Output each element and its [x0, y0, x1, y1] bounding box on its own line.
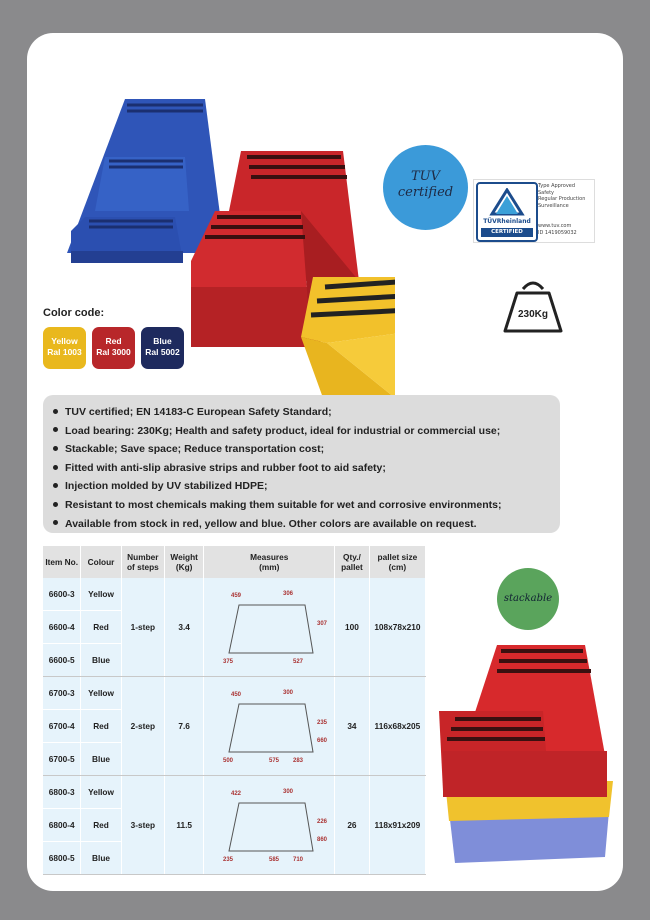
cell-colour [81, 710, 121, 743]
cert-line: Regular Production [538, 196, 586, 202]
feature-item [53, 403, 560, 422]
feature-text: TUV certified; EN 14183-C European Safety Standard; [65, 406, 332, 418]
cell-pallet-value: 116x68x205 [374, 721, 421, 731]
cell-weight [165, 677, 204, 776]
feature-text: Injection molded by UV stabilized HDPE; [65, 480, 268, 493]
header-measures-line2: (mm) [259, 562, 280, 572]
bullet-icon [53, 520, 58, 525]
cell-pallet-value: 118x91x209 [374, 820, 421, 830]
cell-colour [81, 644, 121, 677]
cell-colour [81, 611, 121, 644]
cell-pallet [369, 776, 425, 875]
cert-id: ID 1419059032 [538, 229, 577, 236]
dimension-label: 660 [317, 738, 328, 744]
cell-measures-drawing [204, 776, 335, 875]
cell-colour [81, 776, 121, 809]
header-steps-line2: of steps [126, 562, 159, 572]
feature-item [53, 440, 560, 459]
color-code-label: Color code: [43, 307, 105, 319]
cell-weight-value: 3.4 [178, 622, 190, 632]
cell-colour-value: Blue [92, 655, 111, 665]
swatch-red [92, 327, 135, 369]
cell-item [43, 809, 81, 842]
dimension-label: 283 [293, 758, 304, 764]
swatch-code: Ral 1003 [47, 347, 82, 357]
measure-diagram [209, 781, 329, 867]
cert-line: Surveillance [538, 202, 569, 209]
bullet-icon [53, 446, 58, 451]
swatch-code: Ral 5002 [145, 347, 180, 357]
header-qty-line1: Qty./ [343, 552, 361, 562]
header-measures-line1: Measures [250, 552, 289, 562]
header-item [43, 546, 81, 578]
spec-table [43, 546, 426, 875]
stackable-badge [497, 568, 559, 630]
table-row [43, 776, 426, 809]
dimension-label: 527 [293, 659, 304, 665]
measure-diagram [209, 682, 329, 768]
header-colour [81, 546, 121, 578]
dimension-label: 226 [317, 819, 328, 825]
cell-qty [335, 776, 370, 875]
cell-colour-value: Blue [92, 853, 111, 863]
cert-brand: TÜVRheinland [483, 218, 531, 225]
features-box [43, 395, 560, 533]
feature-item [53, 422, 560, 441]
feature-text: Stackable; Save space; Reduce transportation cost; [65, 443, 325, 456]
feature-item [53, 496, 560, 515]
dimension-label: 300 [283, 789, 294, 795]
cell-item-value: 6600-4 [48, 622, 75, 632]
tuv-rheinland-certificate-logo [473, 179, 595, 243]
cell-item [43, 776, 81, 809]
header-colour-label: Colour [87, 557, 115, 567]
cell-item [43, 743, 81, 776]
dimension-label: 235 [317, 720, 328, 726]
cell-qty-value: 26 [347, 820, 357, 830]
dimension-label: 235 [223, 857, 234, 863]
cell-pallet [369, 578, 425, 677]
cell-steps-value: 1-step [130, 622, 156, 632]
cell-item [43, 611, 81, 644]
dimension-label: 575 [269, 758, 280, 764]
swatch-blue [141, 327, 184, 369]
swatch-name: Blue [153, 336, 172, 346]
cell-item-value: 6800-3 [48, 787, 75, 797]
kettlebell-weight-icon [501, 275, 565, 339]
cell-weight [165, 578, 204, 677]
header-steps [121, 546, 164, 578]
cell-pallet-value: 108x78x210 [374, 622, 421, 632]
tuv-badge-line2: certified [397, 185, 454, 200]
cell-item [43, 677, 81, 710]
header-weight-line1: Weight [170, 552, 198, 562]
cert-text [538, 183, 585, 236]
dimension-label: 500 [223, 758, 234, 764]
cert-line: Safety [538, 189, 554, 196]
cell-item-value: 6600-5 [48, 655, 75, 665]
cell-colour-value: Blue [92, 754, 111, 764]
header-weight [165, 546, 204, 578]
cell-item-value: 6700-5 [48, 754, 75, 764]
feature-text: Resistant to most chemicals making them suitable for wet and corrosive environments; [65, 498, 502, 511]
cell-colour [81, 743, 121, 776]
cell-steps [121, 578, 164, 677]
cell-qty [335, 578, 370, 677]
tuv-badge-line1: TUV [410, 169, 440, 184]
swatch-name: Red [105, 336, 122, 346]
feature-item [53, 515, 560, 534]
cell-steps-value: 3-step [130, 820, 156, 830]
table-header-row [43, 546, 426, 578]
cell-colour-value: Yellow [88, 688, 114, 698]
cell-item-value: 6700-4 [48, 721, 75, 731]
header-steps-line1: Number [127, 552, 159, 562]
tuv-certified-badge [383, 145, 468, 230]
feature-item [53, 477, 560, 496]
bullet-icon [53, 502, 58, 507]
dimension-label: 459 [231, 593, 242, 599]
dimension-label: 375 [223, 659, 234, 665]
stacked-stools-photo [439, 641, 621, 865]
cell-qty-value: 34 [347, 721, 357, 731]
cell-weight [165, 776, 204, 875]
cell-colour-value: Red [93, 622, 109, 632]
header-qty [335, 546, 370, 578]
cell-item-value: 6700-3 [48, 688, 75, 698]
cell-colour [81, 677, 121, 710]
dimension-label: 860 [317, 837, 328, 843]
cell-qty [335, 677, 370, 776]
cert-line: Type Approved [538, 183, 576, 189]
cert-url: www.tuv.com [538, 223, 572, 229]
cell-colour-value: Yellow [88, 787, 114, 797]
brochure-page [27, 33, 623, 891]
cell-item-value: 6800-5 [48, 853, 75, 863]
cert-certified-label: CERTIFIED [481, 228, 533, 237]
header-item-label: Item No. [45, 557, 79, 567]
weight-badge-label: 230Kg [517, 309, 548, 320]
tuv-rheinland-logo [476, 182, 538, 242]
header-weight-line2: (Kg) [175, 562, 193, 572]
cell-colour-value: Red [93, 721, 109, 731]
dimension-label: 585 [269, 857, 280, 863]
feature-item [53, 459, 560, 478]
feature-text: Load bearing: 230Kg; Health and safety product, ideal for industrial or commercial use; [65, 424, 501, 437]
cell-weight-value: 11.5 [176, 820, 193, 830]
cell-steps [121, 677, 164, 776]
dimension-label: 306 [283, 591, 294, 597]
header-pallet-line1: pallet size [377, 552, 418, 562]
bullet-icon [53, 465, 58, 470]
header-pallet-line2: (cm) [388, 562, 407, 572]
dimension-label: 307 [317, 621, 328, 627]
bullet-icon [53, 483, 58, 488]
cell-colour-value: Yellow [88, 589, 114, 599]
table-row [43, 677, 426, 710]
cell-measures-drawing [204, 677, 335, 776]
blue-3-step-stool [67, 99, 225, 263]
cell-weight-value: 7.6 [178, 721, 190, 731]
bullet-icon [53, 427, 58, 432]
swatch-yellow [43, 327, 86, 369]
triangle-icon [478, 188, 536, 218]
cell-item [43, 644, 81, 677]
feature-text: Fitted with anti-slip abrasive strips and rubber foot to aid safety; [65, 461, 386, 474]
cell-item [43, 710, 81, 743]
weight-badge [501, 275, 565, 339]
dimension-label: 300 [283, 690, 294, 696]
swatch-code: Ral 3000 [96, 347, 131, 357]
header-pallet [369, 546, 425, 578]
measure-diagram [209, 583, 329, 669]
dimension-label: 422 [231, 791, 242, 797]
table-row [43, 578, 426, 611]
cell-colour [81, 809, 121, 842]
header-measures [204, 546, 335, 578]
cell-measures-drawing [204, 578, 335, 677]
dimension-label: 710 [293, 857, 304, 863]
stackable-badge-label: stackable [503, 593, 553, 604]
cell-item-value: 6800-4 [48, 820, 75, 830]
product-photo [65, 91, 395, 421]
feature-text: Available from stock in red, yellow and blue. Other colors are available on request. [65, 517, 477, 530]
cell-item-value: 6600-3 [48, 589, 75, 599]
cell-colour-value: Red [93, 820, 109, 830]
cell-colour [81, 842, 121, 875]
cell-item [43, 842, 81, 875]
swatch-name: Yellow [51, 336, 78, 346]
dimension-label: 450 [231, 692, 242, 698]
cell-steps [121, 776, 164, 875]
cell-pallet [369, 677, 425, 776]
cell-steps-value: 2-step [130, 721, 156, 731]
cell-colour [81, 578, 121, 611]
cell-qty-value: 100 [345, 622, 359, 632]
header-qty-line2: pallet [341, 562, 363, 572]
bullet-icon [53, 409, 58, 414]
cell-item [43, 578, 81, 611]
